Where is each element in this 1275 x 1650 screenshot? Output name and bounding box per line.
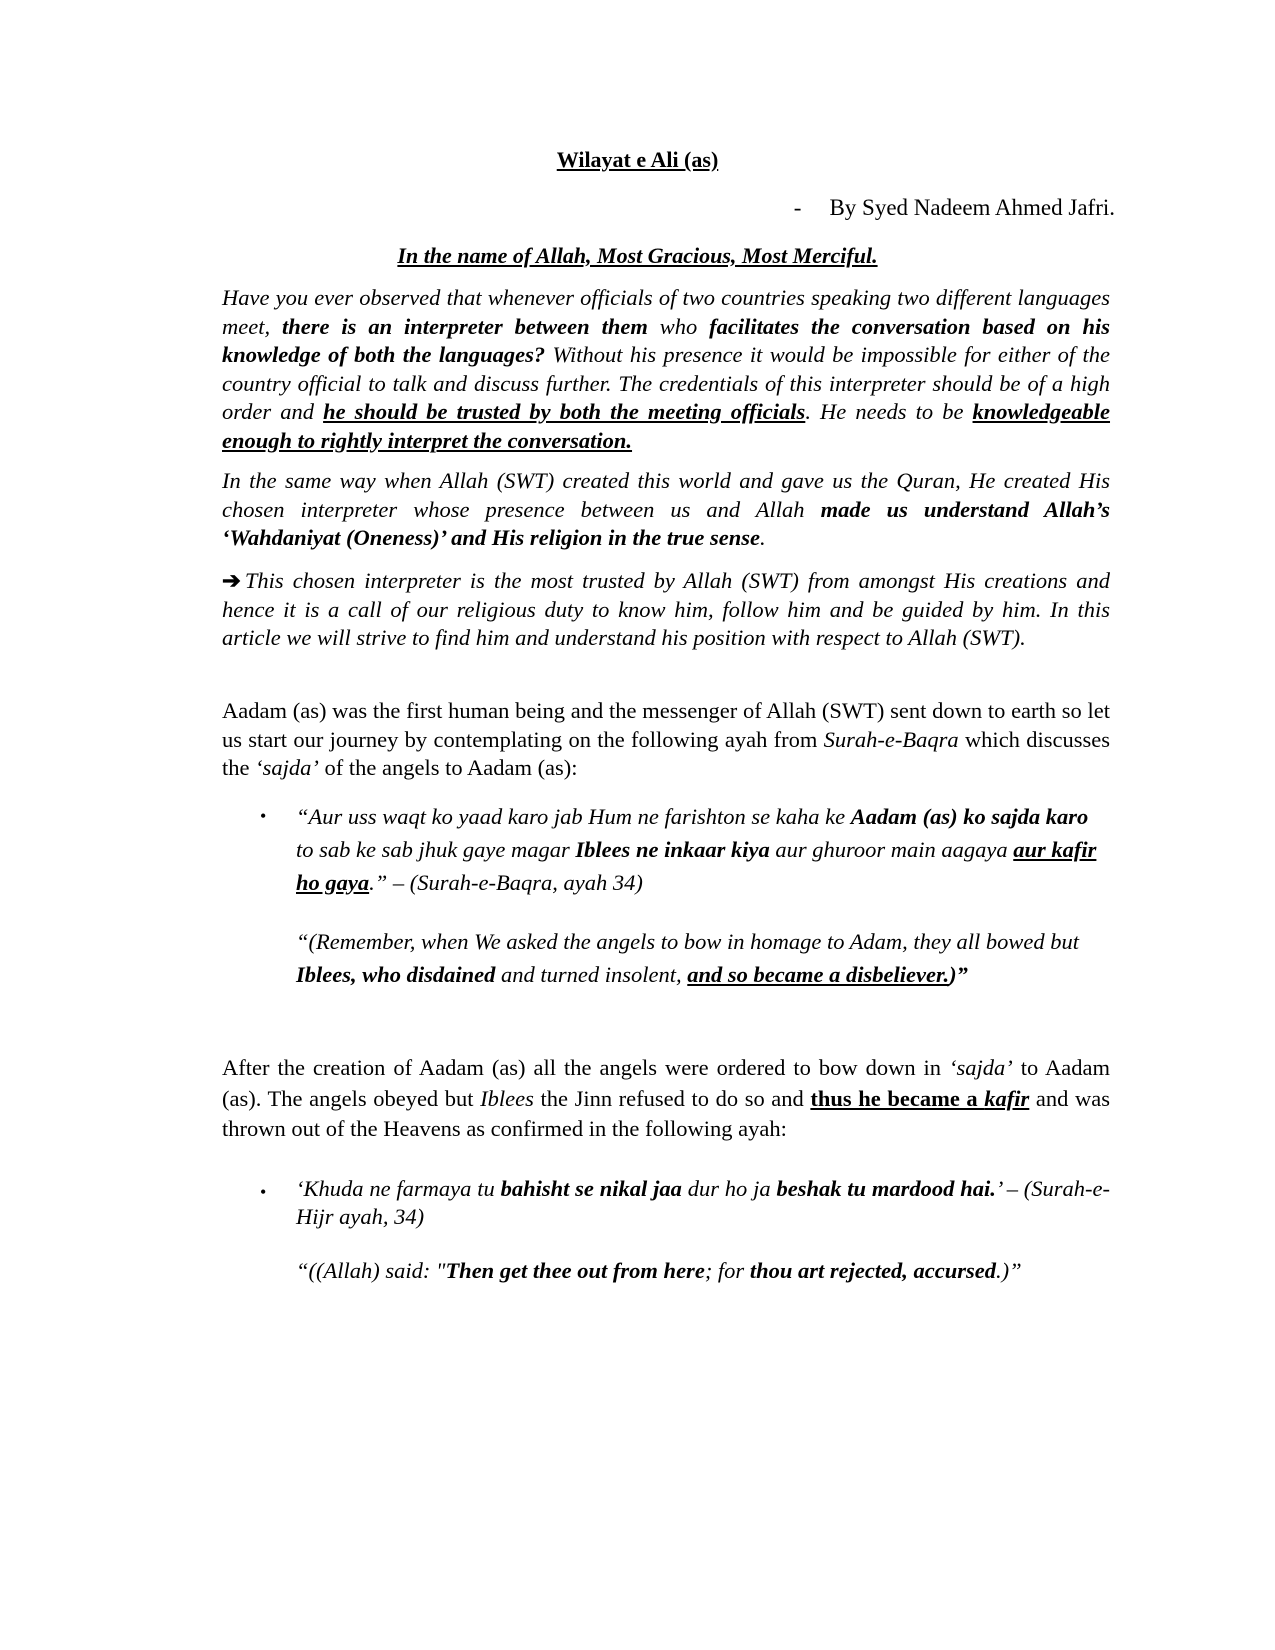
q1-text-1: “Aur uss waqt ko yaad karo jab Hum ne farishton se kaha ke (296, 804, 851, 829)
paragraph-interpreter-analogy (222, 284, 1110, 455)
p1-bold-underline-1: he should be trusted by both the meeting officials (323, 399, 806, 424)
p4-italic-2: ‘sajda’ (255, 755, 319, 780)
right-arrow-icon: ➔ (222, 568, 241, 593)
q1-text-4: .” – (Surah-e-Baqra, ayah 34) (369, 870, 643, 895)
p1-bold-underline-2: knowledgeable enough to rightly interpret the conversation. (222, 399, 1111, 453)
q2-en-text-2: ; for (704, 1258, 750, 1283)
p5-italic-1: ‘sajda’ (949, 1055, 1013, 1080)
q1-text-3: aur ghuroor main aagaya (769, 837, 1014, 862)
p1-bold-1: there is an interpreter between them (282, 313, 648, 339)
p1-bold-2: facilitates the conversation based on his knowledge of both the languages? (222, 313, 1110, 367)
p4-italic-1: Surah-e-Baqra (823, 726, 959, 752)
quote-surah-baqra (296, 800, 1110, 991)
p2-text-2: . (759, 525, 766, 550)
q2-en-text-3: .)” (996, 1258, 1022, 1283)
p4-text-3: of the angels to Aadam (as): (318, 755, 578, 780)
q1-text-2: to sab ke sab jhuk gaye magar (296, 837, 576, 862)
q2-text-3: ’ – (Surah-e-Hijr ayah, 34) (296, 1176, 1111, 1229)
p4-text-1: Aadam (as) was the first human being and the messenger of Allah (SWT) sent down to earth so let us start our journey by contemplating on the following ayah from (222, 698, 1110, 752)
bismillah-heading: In the name of Allah, Most Gracious, Most Merciful. (397, 243, 878, 268)
p1-text-2: who (647, 313, 710, 339)
p2-bold-1: made us understand Allah’s ‘Wahdaniyat (Oneness)’ and His religion in the true sense (222, 496, 1110, 550)
p1-text-4: . He needs to be (805, 399, 973, 424)
q1-bold-1: Aadam (as) ko sajda karo (850, 804, 1089, 829)
p3-text: This chosen interpreter is the most trusted by Allah (SWT) from amongst His creations and hence it is a call of our religious duty to know him, follow him and be guided by him. In this article we will strive to find him and understand his position with respect to Allah (SWT). (222, 568, 1110, 650)
quote-urdu-1 (296, 800, 1110, 899)
bullet-point-1: • (260, 806, 267, 826)
q1-en-text-2: and turned insolent, (495, 962, 688, 987)
p5-text-3: the Jinn refused to do so and (533, 1085, 811, 1111)
q1-en-text-1: “(Remember, when We asked the angels to bow in homage to Adam, they all bowed but (296, 929, 1080, 954)
p5-text-1: After the creation of Aadam (as) all the angels were ordered to bow down in (222, 1055, 950, 1080)
author-line (794, 195, 1115, 221)
q1-en-text-3: )” (949, 962, 968, 987)
q2-en-bold-1: Then get thee out from here (445, 1258, 705, 1283)
p1-text-3: Without his presence it would be impossible for either of the country official to talk and discuss further. The credentials of this interpreter should be of a high order and (222, 342, 1110, 424)
q2-text-2: dur ho ja (681, 1176, 777, 1201)
quote-english-1 (296, 925, 1110, 991)
p4-text-2: which discusses the (222, 726, 1110, 780)
p2-text-1: In the same way when Allah (SWT) created this world and gave us the Quran, He created His chosen interpreter whose presence between us and Allah (222, 468, 1110, 522)
q1-bold-underline: aur kafir ho gaya (296, 837, 1097, 895)
p5-bold-underline-1: thus he became a (810, 1085, 985, 1111)
p1-text-1: Have you ever observed that whenever officials of two countries speaking two different languages meet, (222, 285, 1110, 339)
q1-en-bold-underline: and so became a disbeliever. (687, 962, 950, 987)
q2-bold-1: bahisht se nikal jaa (500, 1176, 682, 1201)
quote-urdu-2 (296, 1175, 1110, 1231)
q2-bold-2: beshak tu mardood hai. (776, 1176, 996, 1201)
paragraph-trusted-interpreter (222, 567, 1110, 653)
document-title: Wilayat e Ali (as) (556, 147, 719, 172)
q1-en-bold-1: Iblees, who disdained (296, 962, 496, 987)
p5-bold-underline-italic: kafir (984, 1085, 1030, 1111)
q1-bold-2: Iblees ne inkaar kiya (575, 837, 770, 862)
p5-text-4: and was thrown out of the Heavens as confirmed in the following ayah: (222, 1085, 1110, 1141)
author-dash: - (793, 195, 802, 220)
p5-text-2: to Aadam (as). The angels obeyed but (222, 1055, 1111, 1111)
paragraph-iblees-refusal (222, 1053, 1110, 1145)
p5-italic-2: Iblees (480, 1085, 534, 1111)
q2-en-bold-2: thou art rejected, accursed (749, 1258, 997, 1283)
q2-text-1: ‘Khuda ne farmaya tu (296, 1176, 501, 1201)
q2-en-text-1: “((Allah) said: " (296, 1258, 446, 1283)
author-name: By Syed Nadeem Ahmed Jafri. (829, 195, 1115, 220)
paragraph-chosen-interpreter (222, 467, 1110, 553)
paragraph-aadam-intro (222, 697, 1110, 783)
quote-english-2 (296, 1257, 1110, 1285)
bullet-point-2: • (260, 1182, 267, 1202)
quote-surah-hijr (296, 1175, 1110, 1285)
